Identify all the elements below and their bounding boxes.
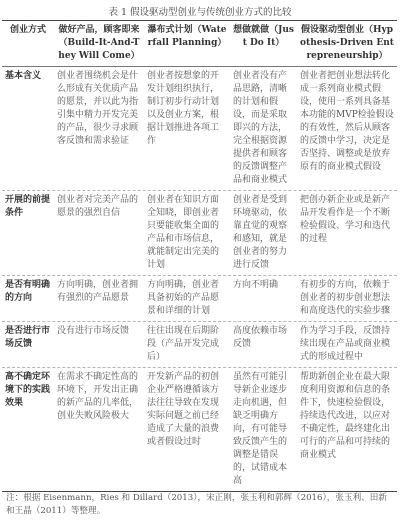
table-cell: 创业者对完美产品的愿景的强烈自信 <box>57 195 139 218</box>
table-cell: 方向明确，创业者拥有强烈的产品愿景 <box>57 280 139 303</box>
table-row <box>2 191 397 276</box>
table-cell: 有初步的方向，依赖于创业者的初步创业想法和高度迭代的实验步骤 <box>300 280 391 316</box>
row-label: 开展的前提条件 <box>5 195 51 218</box>
table-cell: 创业者在知识方面全知晓，即创业者只要能收集全面的产品和市场信息，就能制定出完美的计划 <box>147 195 220 270</box>
table-note: 注：根据 Eisenmann，Ries 和 Dillard（2013），宋正刚，张玉利和郭辉（2016），张玉利、田新和王晶（2011）等整理。 <box>6 493 387 516</box>
row-label: 基本含义 <box>5 71 42 81</box>
row-label: 是否进行市场反馈 <box>5 326 51 349</box>
table-cell: 把创办新企业或是新产品开发看作是一个不断检验假设、学习和迭代的过程 <box>300 195 391 244</box>
table-row <box>2 67 397 191</box>
table-row <box>2 368 397 492</box>
table-row <box>2 276 397 322</box>
table-cell: 创业者没有产品思路，清晰的计划和假设，而是采取即兴的方法，完全根据资源提供者和顾客的反馈调整产品和商业模式 <box>233 71 288 185</box>
table-cell: 往往出现在后期阶段（产品开发完成后） <box>147 326 220 362</box>
row-label: 是否有明确的方向 <box>5 280 51 303</box>
table-cell: 方向明确，创业者具备初始的产品愿景和详细的计划 <box>147 280 220 316</box>
table-cell: 高度依赖市场反馈 <box>233 326 288 349</box>
table-cell: 在需求不确定性高的环境下，开发出正确的新产品的几率低，创业失败风险极大 <box>57 372 139 421</box>
table-cell: 作为学习手段，反馈持续出现在产品或商业模式的形成过程中 <box>300 326 391 362</box>
table-cell: 虽然有可能引导新企业逐步走向机遇，但缺乏明确方向，有可能导致反馈产生的调整是错误的，试错成本高 <box>233 372 288 486</box>
table-caption: 表 1 假设驱动型创业与传统创业方式的比较 <box>108 7 292 18</box>
comparison-table <box>2 20 397 492</box>
table-cell: 创业者按想象的开发计划组织执行，制订初步行动计划以及创业方案，根据计划推进各项工作 <box>147 71 220 146</box>
header-cell: 做好产品，顾客即来（Build-It-And-They Will Come） <box>58 25 140 61</box>
header-cell: 假设驱动型创业（Hypothesis-Driven Entrepreneurship） <box>300 25 394 61</box>
table-cell: 创业者把创业想法转化成一系列商业模式假设，使用一系列具备基本功能的MVP检验假设的有效性，然后从顾客的反馈中学习，决定是否坚持、调整或是放弃原有的商业模式假设 <box>300 71 394 172</box>
header-cell: 创业方式 <box>9 25 46 35</box>
table-cell: 创业者围绕机会是什么形成有关优质产品的愿景，并以此为指引集中精力开发完美的产品，很少寻求顾客反馈和需求验证 <box>57 71 139 146</box>
header-cell: 想做就做（Just Do It） <box>233 25 294 48</box>
table-header-row <box>2 21 397 67</box>
table-cell: 开发新产品的初创企业严格遵循该方法往往导致在发现实际问题之前已经造成了大量的浪费或者假设过时 <box>147 372 220 447</box>
table-cell: 创业者是受到环境驱动，依靠直觉的观察和感知，就是创业者的努力进行反馈 <box>233 195 288 270</box>
header-cell: 瀑布式计划（Waterfall Planning） <box>147 25 227 48</box>
table-row <box>2 322 397 368</box>
row-label: 高不确定环境下的实践效果 <box>5 372 51 408</box>
table-cell: 方向不明确 <box>233 280 279 290</box>
table-cell: 没有进行市场反馈 <box>57 326 130 336</box>
table-cell: 帮助新创企业在最大限度利用资源和信息的条件下，快速检验假设，持续迭代改进，以应对不确定性，最终建化出可行的产品和可持续的商业模式 <box>300 372 391 460</box>
